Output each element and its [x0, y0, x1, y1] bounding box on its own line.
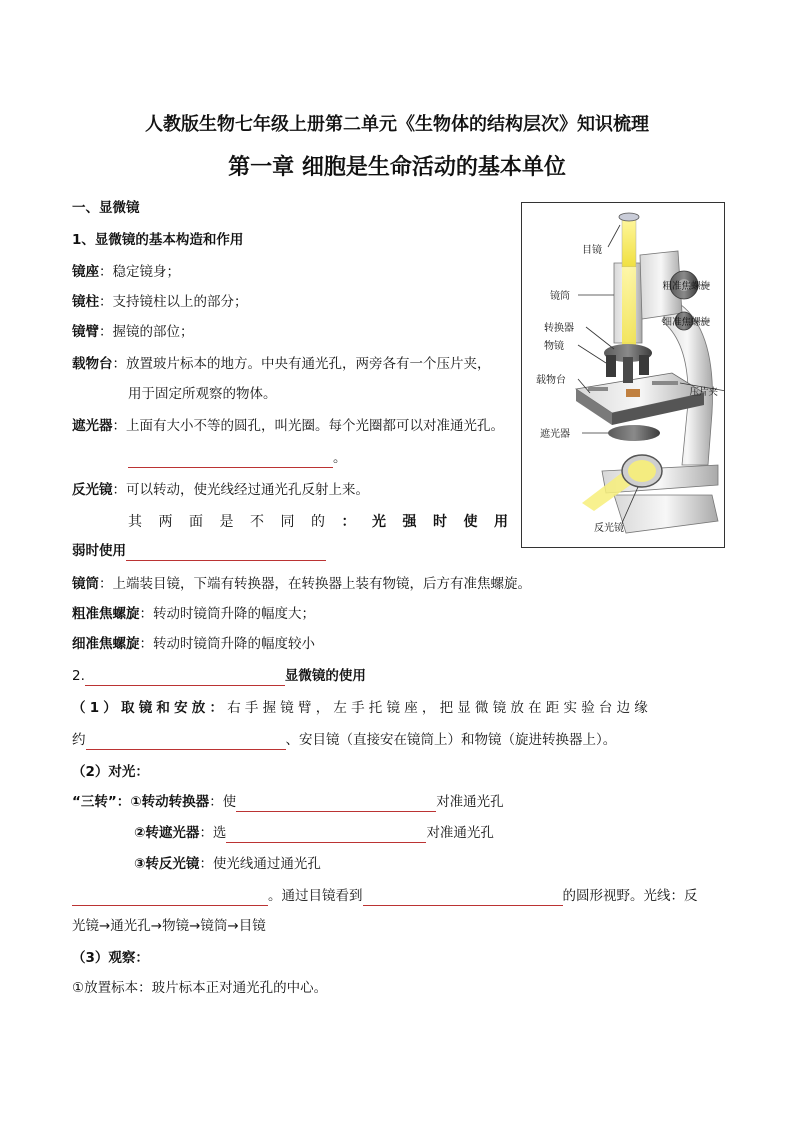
item-zheguangqi: [72, 416, 504, 436]
period: 。: [333, 450, 347, 466]
term-label: 遮光器: [72, 418, 113, 434]
item-ruoshi: [72, 541, 326, 561]
objective-shape: [606, 355, 616, 377]
spread-char: 时: [433, 514, 447, 530]
chapter-title: 第一章 细胞是生命活动的基本单位: [228, 154, 566, 180]
spread-char: 面: [189, 514, 203, 530]
objective-shape: [623, 357, 633, 383]
zhuan-3-cont: [72, 886, 698, 906]
zhuan-text: 对准通光孔: [426, 825, 494, 841]
term-label: 镜臂: [72, 324, 99, 340]
label-fine-knob: 细准焦螺旋: [662, 317, 710, 328]
spread-char: ：: [341, 514, 356, 530]
term-text: ：放置玻片标本的地方。中央有通光孔，两旁各有一个压片夹，: [112, 356, 491, 372]
item-jingzhu: [72, 292, 248, 312]
term-label: 细准焦螺旋: [72, 636, 140, 652]
zhuan-label: ③转反光镜: [134, 856, 200, 872]
label-nosepiece: 转换器: [544, 323, 574, 334]
step-2: （2）对光：: [72, 764, 149, 780]
step-3-1: ①放置标本：玻片标本正对通光孔的中心。: [72, 980, 328, 996]
slide-specimen-shape: [626, 389, 640, 397]
item-cuzhun: [72, 604, 315, 624]
objective-shape: [639, 355, 649, 375]
subsection-heading-structure: 1、显微镜的基本构造和作用: [72, 232, 244, 248]
zhuan-text: 对准通光孔: [436, 794, 504, 810]
label-mirror: 反光镜: [594, 523, 624, 534]
eyepiece-beam-shape: [622, 217, 636, 267]
spread-char: 的: [311, 514, 325, 530]
fill-blank[interactable]: [86, 734, 286, 750]
zhuan-text: 的圆形视野。光线：反: [562, 888, 698, 904]
stage-clip-shape: [588, 387, 608, 391]
item-zaiwutai: [72, 354, 491, 374]
term-text: ：转动时镜筒升降的幅度较小: [139, 636, 315, 652]
section-heading-microscope: 一、显微镜: [72, 200, 140, 216]
term-text: ：上面有大小不等的圆孔，叫光圈。每个光圈都可以对准通光孔。: [112, 418, 504, 434]
base-shape: [614, 495, 718, 533]
spread-text-line: [128, 511, 508, 531]
zhuan-text: ：选: [199, 825, 227, 841]
zhuan-3: [134, 854, 321, 874]
zhuan-text: ：使光线通过通光孔: [199, 856, 321, 872]
item-fanguangjing: [72, 480, 369, 500]
sanzhuan-label: “三转”：: [72, 794, 131, 810]
item-jingbi: [72, 322, 194, 342]
microscope-illustration: [522, 203, 724, 547]
section-title: 显微镜的使用: [284, 668, 366, 684]
step-text: 、安目镜（直接安在镜筒上）和物镜（旋进转换器上）。: [285, 732, 617, 748]
label-coarse-knob: 粗准焦螺旋: [662, 281, 710, 292]
microscope-figure: [521, 202, 725, 548]
item-zheguangqi-blank-line: [128, 448, 347, 468]
term-text: 弱时使用: [72, 543, 126, 559]
step-1-cont: [72, 730, 616, 750]
eyepiece-shape: [619, 213, 639, 221]
term-label: 镜筒: [72, 576, 99, 592]
fill-blank[interactable]: [126, 545, 326, 561]
spread-char: 两: [158, 514, 173, 530]
zhuan-2: [134, 823, 494, 843]
light-path: 光镜→通光孔→物镜→镜筒→目镜: [72, 918, 266, 934]
spread-char: 其: [128, 514, 142, 530]
term-label: 镜柱: [72, 294, 99, 310]
fill-blank[interactable]: [226, 827, 426, 843]
term-label: 载物台: [72, 356, 113, 372]
diaphragm-shape: [608, 425, 660, 441]
label-objective: 物镜: [544, 341, 564, 352]
label-tube: 镜筒: [550, 291, 570, 302]
zhuan-1: [72, 792, 504, 812]
item-zaiwutai-cont: 用于固定所观察的物体。: [128, 386, 277, 402]
document-title: 人教版生物七年级上册第二单元《生物体的结构层次》知识梳理: [145, 114, 649, 135]
section-number: 2.: [72, 668, 85, 684]
item-jingtong: [72, 574, 531, 594]
spread-char: 同: [280, 514, 295, 530]
spread-char: 不: [250, 514, 264, 530]
zhuan-label: ②转遮光器: [134, 825, 200, 841]
subsection-heading-usage: [72, 666, 366, 686]
fill-blank[interactable]: [363, 890, 563, 906]
step-1: [72, 698, 652, 718]
zhuan-text: ：使: [209, 794, 237, 810]
zhuan-text: 。通过目镜看到: [268, 888, 363, 904]
spread-char: 光: [372, 514, 386, 530]
term-text: ：握镜的部位；: [99, 324, 194, 340]
term-label: 粗准焦螺旋: [72, 606, 140, 622]
term-label: 镜座: [72, 264, 99, 280]
mirror-surface-shape: [628, 460, 656, 482]
term-label: 反光镜: [72, 482, 113, 498]
step-text: 约: [72, 732, 86, 748]
item-jingzuo: [72, 262, 180, 282]
spread-char: 强: [402, 514, 417, 530]
label-stage: 载物台: [536, 375, 566, 386]
step-text: 右手握镜臂，左手托镜座，把显微镜放在距实验台边缘: [227, 700, 653, 716]
term-text: ：稳定镜身；: [99, 264, 180, 280]
label-eyepiece: 目镜: [582, 245, 602, 256]
label-stage-clip: 压片夹: [689, 387, 718, 398]
term-text: ：可以转动，使光线经过通光孔反射上来。: [112, 482, 369, 498]
fill-blank[interactable]: [236, 796, 436, 812]
step-label: （1）取镜和安放：: [72, 700, 228, 716]
spread-char: 用: [494, 514, 508, 530]
item-xizhun: [72, 634, 315, 654]
zhuan-label: ①转动转换器: [130, 794, 210, 810]
step-3: （3）观察：: [72, 950, 149, 966]
spread-char: 使: [463, 514, 478, 530]
term-text: ：支持镜柱以上的部分；: [99, 294, 248, 310]
fill-blank[interactable]: [128, 452, 333, 468]
term-text: ：上端装目镜，下端有转换器，在转换器上装有物镜，后方有准焦螺旋。: [99, 576, 531, 592]
label-diaphragm: 遮光器: [540, 429, 570, 440]
spread-char: 是: [219, 514, 234, 530]
fill-blank[interactable]: [85, 670, 285, 686]
term-text: ：转动时镜筒升降的幅度大；: [139, 606, 315, 622]
fill-blank[interactable]: [72, 890, 268, 906]
stage-clip-shape: [652, 381, 678, 385]
tube-beam-shape: [622, 267, 636, 357]
